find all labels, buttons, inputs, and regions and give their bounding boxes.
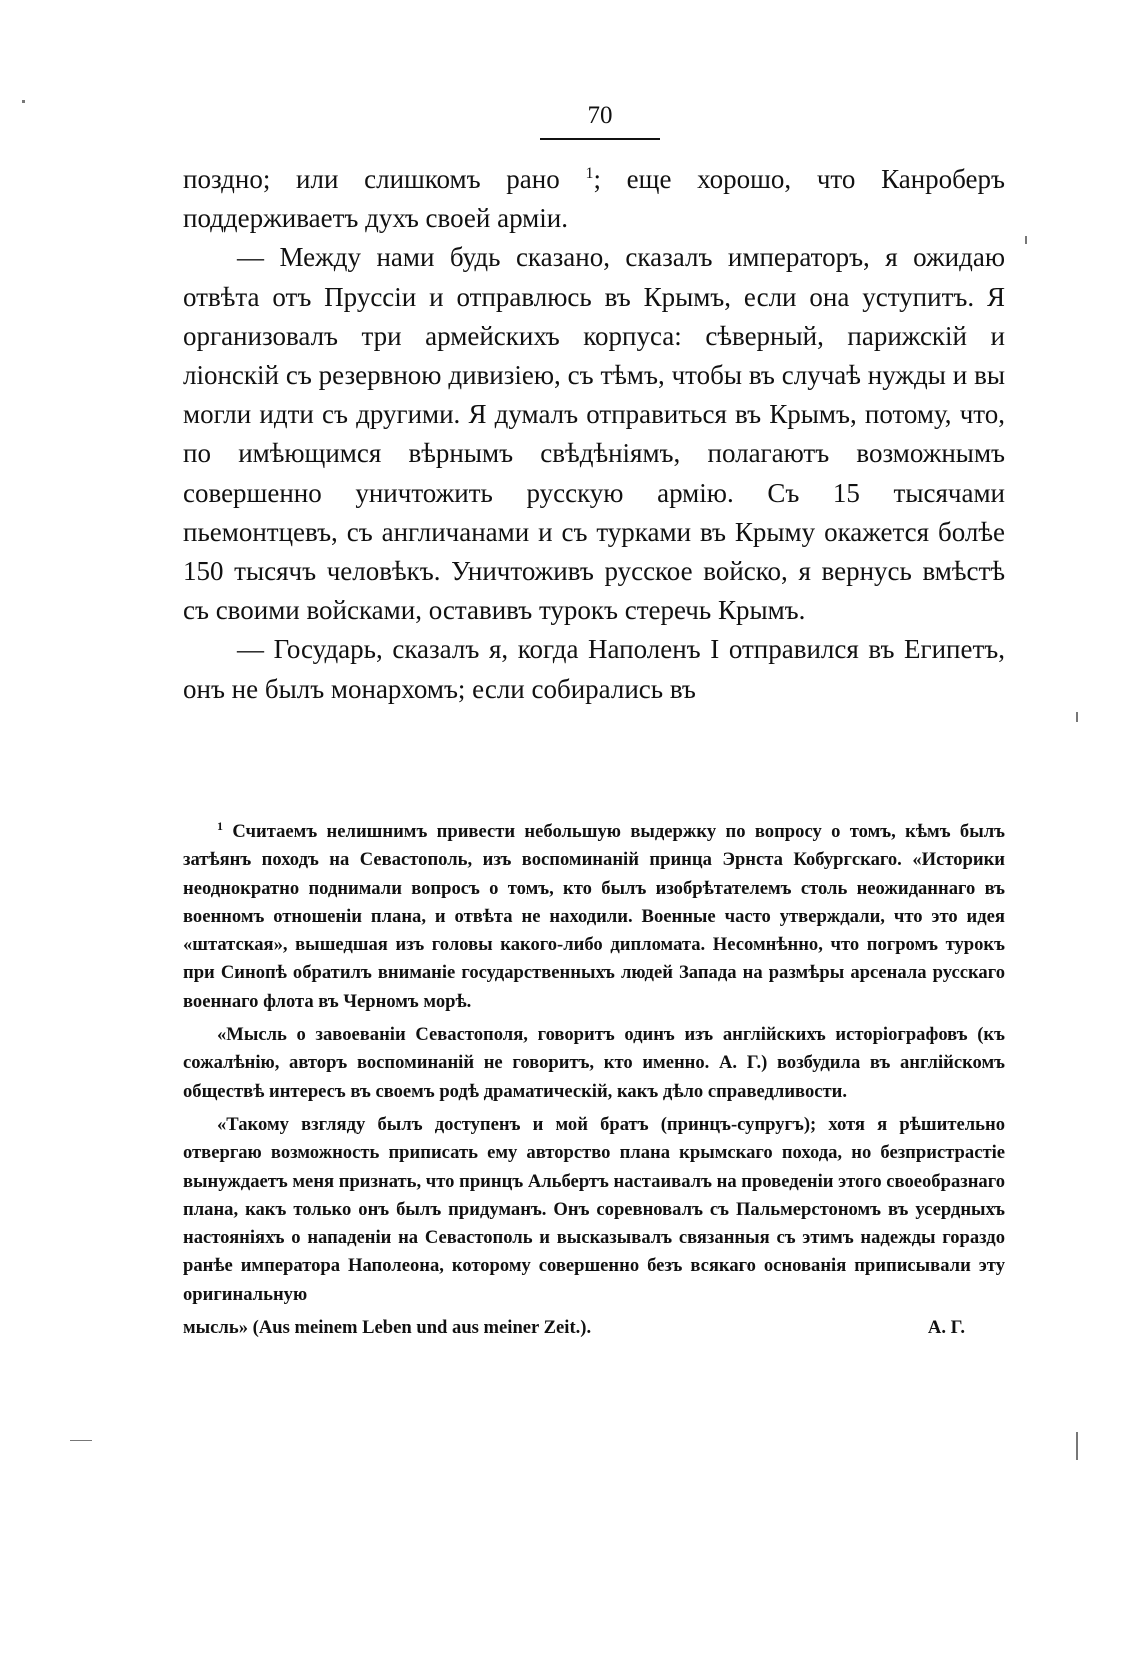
- scan-speck: [70, 1440, 92, 1441]
- footnote-source: мысль» (Aus meinem Leben und aus meiner Zeit.).: [183, 1317, 592, 1339]
- paragraph-dialogue-emperor: — Между нами будь сказано, сказалъ императоръ, я ожидаю отвѣта отъ Пруссіи и отправлюсь въ Крымъ, если она уступитъ. Я организовалъ три армейскихъ корпуса: сѣверный, парижскій и ліонскій съ резервною дивизіею, съ тѣмъ, чтобы въ случаѣ нужды и вы могли идти съ другими. Я думалъ отправиться въ Крымъ, потому, что, по имѣющимся вѣрнымъ свѣдѣніямъ, полагаютъ возможнымъ совершенно уничтожить русскую армію. Съ 15 тысячами пьемонтцевъ, съ англичанами и съ турками въ Крыму окажется болѣе 150 тысячъ человѣкъ. Уничтоживъ русское войско, я вернусь вмѣстѣ съ своими войсками, оставивъ турокъ стеречь Крымъ.: [183, 242, 1005, 626]
- footnote-paragraph: [183, 818, 1005, 1016]
- scan-speck: [1025, 236, 1027, 244]
- page-number-rule: [540, 138, 660, 140]
- paragraph-dialogue-reply: — Государь, сказалъ я, когда Наполенъ I отправился въ Египетъ, онъ не былъ монархомъ; если собирались въ: [183, 634, 1005, 704]
- main-text: [183, 160, 1005, 709]
- footnote-signature: А. Г.: [927, 1317, 965, 1339]
- scan-speck: [22, 100, 25, 103]
- footnote-last-line: [183, 1314, 1005, 1342]
- footnote-paragraph: «Такому взгляду былъ доступенъ и мой братъ (принцъ-супругъ); хотя я рѣшительно отвергаю возможность приписать ему авторство плана крымскаго похода, но безпристрастіе вынуждаетъ меня признать, что принцъ Альбертъ настаивалъ на проведеніи этого своеобразнаго плана, какъ только онъ былъ придуманъ. Онъ соревновалъ съ Пальмерстономъ въ усердныхъ настояніяхъ о нападеніи на Севастополь и высказывалъ связанныя съ этимъ надежды гораздо ранѣе императора Наполеона, которому совершенно безъ всякаго основанія приписывали эту оригинальную: [183, 1113, 1005, 1305]
- footnote-text: Считаемъ нелишнимъ привести небольшую выдержку по вопросу о томъ, кѣмъ былъ затѣянъ походъ на Севастополь, изъ воспоминаній принца Эрнста Кобургскаго. «Историки неоднократно поднимали вопросъ о томъ, кто былъ изобрѣтателемъ столь неожиданнаго въ военномъ отношеніи плана, и отвѣта не находили. Военные часто утверждали, что это идея «штатская», вышедшая изъ головы какого-либо дипломата. Несомнѣнно, что погромъ турокъ при Синопѣ обратилъ вниманіе государственныхъ людей Запада на размѣры арсенала русскаго военнаго флота въ Черномъ морѣ.: [183, 821, 1005, 1012]
- paragraph-text: поздно; или слишкомъ рано: [183, 164, 560, 194]
- scan-speck: [1076, 712, 1078, 722]
- footnote-marker[interactable]: 1: [585, 165, 594, 182]
- footnote-number: 1: [217, 818, 223, 833]
- footnote-block: [183, 818, 1005, 1347]
- paragraph-text: ; еще хорошо, что Канроберъ поддерживаетъ духъ своей арміи.: [183, 164, 1005, 234]
- paragraph-continuation: [183, 160, 1005, 238]
- footnote-paragraph: «Мысль о завоеваніи Севастополя, говоритъ одинъ изъ англійскихъ исторіографовъ (къ сожалѣнію, авторъ воспоминаній не говоритъ, кто именно. А. Г.) возбудила въ англійскомъ обществѣ интересъ въ своемъ родѣ драматическій, какъ дѣло справедливости.: [183, 1024, 1005, 1102]
- scan-speck: [1076, 1432, 1078, 1460]
- page-number: 70: [587, 102, 613, 129]
